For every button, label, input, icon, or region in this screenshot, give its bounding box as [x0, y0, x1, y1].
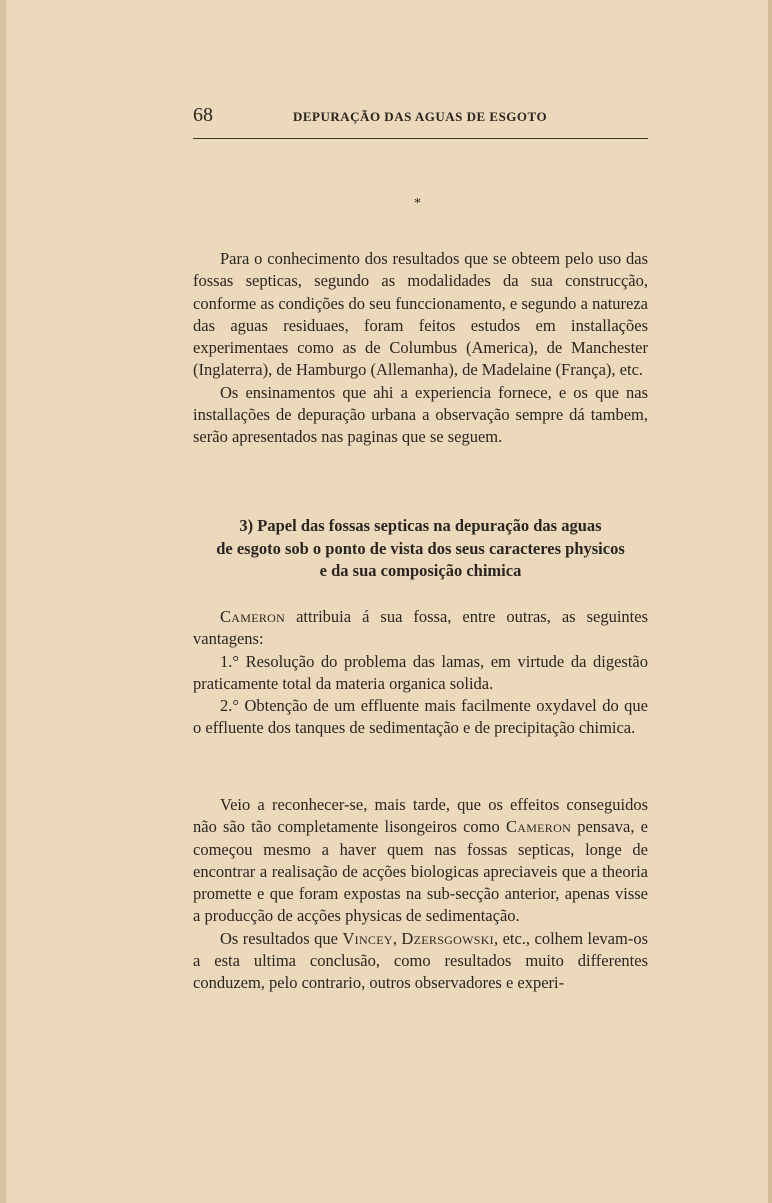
list-item-1-label: 1.°: [220, 651, 239, 671]
author-name: Vincey: [342, 928, 393, 948]
list-item-1-text: Resolução do problema das lamas, em virtude da digestão praticamente total da materia organica solida.: [193, 651, 648, 693]
list-item-2-text: Obtenção de um effluente mais facilmente oxydavel do que o effluente dos tanques de sedimentação e de precipitação chimica.: [193, 696, 648, 738]
author-name: Cameron: [220, 607, 286, 626]
list-item-1: [193, 651, 648, 696]
page-header: [193, 104, 648, 139]
paragraph-4-text-b: pensava, e começou mesmo a haver quem nas fossas septicas, longe de encontrar a realisação de acções biologicas apreciaveis que a theoria promette e que foram expostas na sub-secção anterior, apenas visse a producção de acções physicas de sedimentação.: [193, 817, 649, 926]
paragraph-4-text-a: Veio a reconhecer-se, mais tarde, que os effeitos conseguidos não são tão completamente lisongeiros como: [193, 795, 648, 837]
paragraph-2: Os ensinamentos que ahi a experiencia fornece, e os que nas installações de depuração urbana a observação sempre dá tambem, serão apresentados nas paginas que se seguem.: [193, 382, 648, 447]
paragraph-3: [193, 606, 648, 651]
paragraph-5-text-b: , etc., colhem levam-os a esta ultima conclusão, como resultados muito differentes conduzem, pelo contrario, outros observadores e experi-: [193, 928, 649, 993]
page-number: 68: [193, 104, 213, 126]
list-item-2: [193, 695, 648, 740]
running-head: DEPURAÇÃO DAS AGUAS DE ESGOTO: [293, 109, 548, 124]
intro-block: [193, 248, 648, 449]
author-name: Dzersgowski: [401, 928, 494, 948]
paragraph-5: [193, 928, 648, 995]
section-title-line-2: de esgoto sob o ponto de vista dos seus caracteres physicos: [216, 538, 625, 558]
section-heading: [193, 515, 648, 583]
section-title-line-1: 3) Papel das fossas septicas na depuração das aguas: [239, 516, 602, 535]
paragraph-4: [193, 794, 648, 928]
separator: ,: [392, 928, 402, 948]
author-name: Cameron: [505, 817, 572, 837]
list-item-2-label: 2.°: [220, 696, 239, 716]
paragraph-1: Para o conhecimento dos resultados que se obteem pelo uso das fossas septicas, segundo as modalidades da sua construcção, conforme as condições do seu funccionamento, e segundo a natureza das aguas residuaes, foram feitos estudos em installações experimentaes como as de Columbus (America), de Manchester (Inglaterra), de Hamburgo (Allemanha), de Madelaine (França), etc.: [193, 249, 648, 380]
section-ornament: *: [414, 196, 421, 211]
section-title-line-3: e da sua composição chimica: [319, 561, 522, 580]
discussion-block: [193, 794, 648, 995]
advantages-block: [193, 606, 648, 740]
paragraph-5-text-a: Os resultados que: [220, 928, 343, 948]
paragraph-3-text: attribuia á sua fossa, entre outras, as seguintes vantagens:: [193, 607, 648, 649]
